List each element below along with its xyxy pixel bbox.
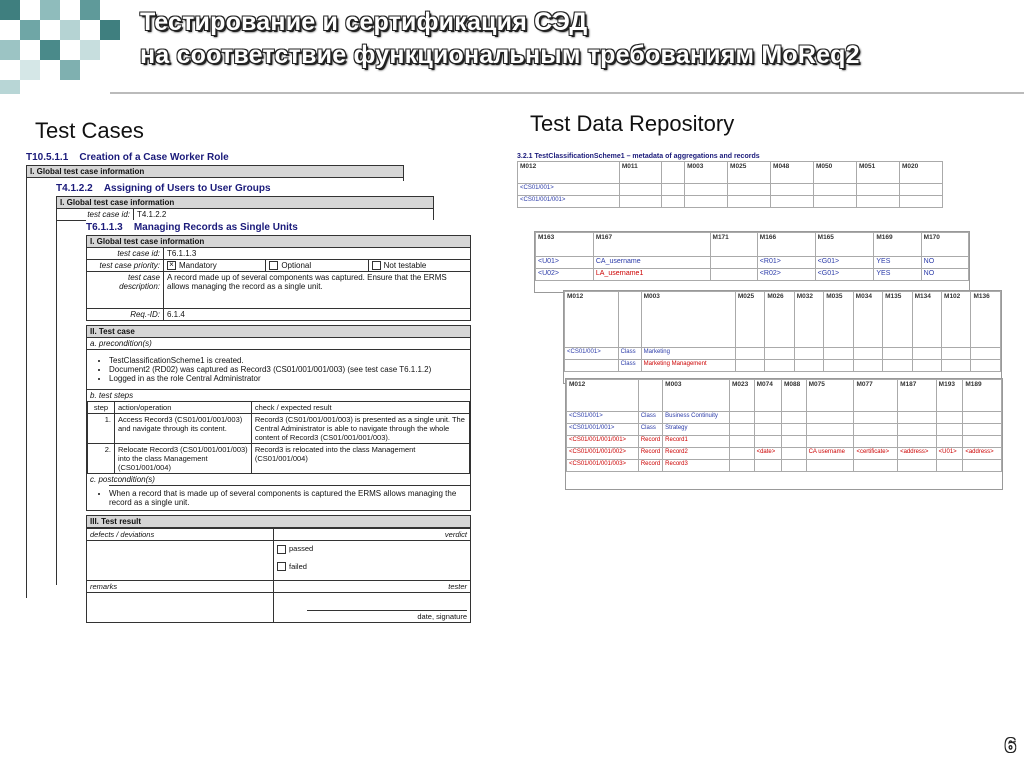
table-row: <CS01/001/001/002> Record Record2 <date> CA username <certificate> <address> <U01> <address> (567, 448, 1002, 460)
description-value: A record made up of several components was captured. Ensure that the ERMS allows managing the record as a single unit. (163, 272, 470, 308)
col-header: M134 (912, 292, 941, 348)
col-header: M163 (536, 233, 594, 257)
col-header: M048 (771, 162, 814, 184)
col-header: M171 (710, 233, 757, 257)
table-row (88, 444, 470, 474)
col-step: step (88, 402, 115, 414)
doc2-global-bar: I. Global test case information (56, 196, 434, 209)
col-header: M187 (898, 380, 937, 412)
precondition-label: a. precondition(s) (87, 338, 470, 350)
table-row: <CS01/001/001/003> Record Record3 (567, 460, 1002, 472)
postcondition-label: c. postcondition(s) (90, 475, 155, 485)
step-action: Access Record3 (CS01/001/001/003) and navigate through its content. (115, 414, 252, 444)
test-case-doc-3 (86, 220, 471, 630)
priority-optional[interactable] (265, 260, 367, 271)
steps-table (87, 401, 470, 474)
precondition-item: • Logged in as the role Central Administrator (109, 374, 470, 383)
table-row: <CS01/001> (518, 184, 943, 196)
checkbox-icon (372, 261, 381, 270)
precondition-item: • TestClassificationScheme1 is created. (109, 356, 470, 365)
verdict-failed[interactable] (277, 562, 467, 572)
table-row: <CS01/001/001/001> Record Record1 (567, 436, 1002, 448)
col-header: M167 (593, 233, 710, 257)
caseid-value: T6.1.1.3 (163, 248, 470, 259)
mosaic-square (40, 0, 60, 20)
passed-label: passed (289, 544, 314, 554)
checkbox-icon (277, 562, 286, 571)
mosaic-square (0, 0, 20, 20)
result-table (86, 528, 471, 623)
col-check: check / expected result (251, 402, 469, 414)
col-header: M025 (728, 162, 771, 184)
mosaic-square (80, 40, 100, 60)
doc1-title: Creation of a Case Worker Role (79, 152, 229, 163)
col-header: M011 (619, 162, 661, 184)
col-header: M189 (963, 380, 1002, 412)
col-header: M074 (754, 380, 781, 412)
date-signature: date, signature (307, 610, 467, 621)
col-header: M102 (942, 292, 971, 348)
doc2-id: T4.1.2.2 (56, 183, 93, 194)
doc3-id: T6.1.1.3 (86, 222, 123, 233)
doc1-id: T10.5.1.1 (26, 152, 69, 163)
col-header: M034 (853, 292, 882, 348)
col-header: M075 (806, 380, 854, 412)
col-header: M193 (936, 380, 963, 412)
col-header: M136 (971, 292, 1001, 348)
col-header: M025 (735, 292, 764, 348)
col-header: M165 (815, 233, 874, 257)
col-header: M135 (883, 292, 912, 348)
table-row: Class Marketing Management (565, 360, 1001, 372)
step-check: Record3 is relocated into the class Management (CS01/001/004) (251, 444, 469, 474)
table-row: <CS01/001> Class Business Continuity (567, 412, 1002, 424)
optional-label: Optional (281, 261, 312, 270)
mosaic-square (60, 60, 80, 80)
col-header: M020 (899, 162, 942, 184)
mosaic-square (100, 20, 120, 40)
col-header: M012 (518, 162, 620, 184)
col-header: M003 (641, 292, 735, 348)
test-result-bar: III. Test result (86, 515, 471, 528)
col-header: M012 (565, 292, 619, 348)
remarks-label: remarks (87, 581, 274, 593)
tester-label: tester (274, 581, 471, 593)
mandatory-label: Mandatory (179, 261, 217, 270)
table-row (88, 414, 470, 444)
mosaic-square (80, 0, 100, 20)
mosaic-square (20, 60, 40, 80)
doc3-title: Managing Records as Single Units (133, 222, 298, 233)
col-header: M032 (794, 292, 823, 348)
col-action: action/operation (115, 402, 252, 414)
col-header: M003 (685, 162, 728, 184)
table-row: <CS01/001/001> (518, 196, 943, 208)
title-line-1: Тестирование и сертификация СЭД (140, 8, 588, 36)
page-number: 6 (1004, 735, 1016, 757)
priority-label: test case priority: (99, 261, 160, 270)
col-header: M088 (781, 380, 806, 412)
precondition-list (109, 352, 470, 387)
postcondition-item: • When a record that is made up of several components is captured the ERMS allows managing the record as a single unit. (109, 489, 470, 507)
repo-table-3 (563, 290, 1002, 384)
checked-box-icon: × (167, 261, 176, 270)
req-id-label: Req.-ID: (130, 310, 160, 320)
doc2-caseid: T4.1.2.2 (133, 209, 433, 220)
global-info-bar: I. Global test case information (86, 235, 471, 248)
col-header: M166 (757, 233, 815, 257)
description-label: test case description: (119, 273, 160, 292)
step-number: 2. (88, 444, 115, 474)
repo-table-2 (534, 231, 970, 293)
col-header: M170 (921, 233, 968, 257)
repo-table-4 (565, 378, 1003, 490)
step-number: 1. (88, 414, 115, 444)
defects-label: defects / deviations (87, 529, 274, 541)
priority-mandatory[interactable] (164, 260, 265, 271)
caseid-label: test case id: (117, 249, 160, 258)
col-header: M012 (567, 380, 639, 412)
steps-label: b. test steps (87, 389, 470, 401)
priority-not-testable[interactable] (368, 260, 470, 271)
failed-label: failed (289, 561, 307, 571)
test-data-repository-heading: Test Data Repository (530, 111, 735, 136)
col-header: M051 (857, 162, 900, 184)
test-cases-heading: Test Cases (35, 118, 144, 143)
mosaic-square (20, 20, 40, 40)
repo-table-1-caption: 3.2.1 TestClassificationScheme1 – metadata of aggregations and records (517, 153, 760, 160)
slide-title (140, 6, 860, 72)
checkbox-icon (277, 545, 286, 554)
title-divider (110, 92, 1024, 94)
req-id-value: 6.1.4 (163, 309, 470, 320)
col-header: M169 (874, 233, 921, 257)
test-case-bar: II. Test case (86, 325, 471, 338)
col-header: M050 (814, 162, 857, 184)
col-header: M035 (824, 292, 853, 348)
precondition-item: • Document2 (RD02) was captured as Record3 (CS01/001/001/003) (see test case T6.1.1.2) (109, 365, 470, 374)
doc2-title: Assigning of Users to User Groups (103, 183, 271, 194)
verdict-label: verdict (274, 529, 471, 541)
mosaic-square (0, 40, 20, 60)
title-line-2: на соответствие функциональным требованиям MoReq2 (140, 41, 860, 69)
verdict-passed[interactable] (277, 544, 467, 554)
checkbox-icon (269, 261, 278, 270)
table-row: <CS01/001> Class Marketing (565, 348, 1001, 360)
postcondition-list (109, 485, 470, 510)
table-row: <U01> CA_username <R01> <G01> YES NO (536, 257, 969, 269)
doc1-global-bar: I. Global test case information (26, 165, 404, 178)
not-testable-label: Not testable (383, 261, 427, 270)
mosaic-square (60, 20, 80, 40)
col-header: M026 (765, 292, 794, 348)
col-header: M077 (854, 380, 898, 412)
step-action: Relocate Record3 (CS01/001/001/003) into the class Management (CS01/001/004) (115, 444, 252, 474)
col-header: M003 (663, 380, 730, 412)
table-row: <U02> LA_username1 <R02> <G01> YES NO (536, 269, 969, 281)
mosaic-square (0, 80, 20, 94)
table-row: <CS01/001/001> Class Strategy (567, 424, 1002, 436)
col-header: M023 (729, 380, 754, 412)
mosaic-square (40, 40, 60, 60)
step-check: Record3 (CS01/001/001/003) is presented as a single unit. The Central Administrator is able to navigate through the whole content of Record3 (CS01/001/001/003). (251, 414, 469, 444)
doc2-caseid-label: test case id: (87, 210, 130, 219)
